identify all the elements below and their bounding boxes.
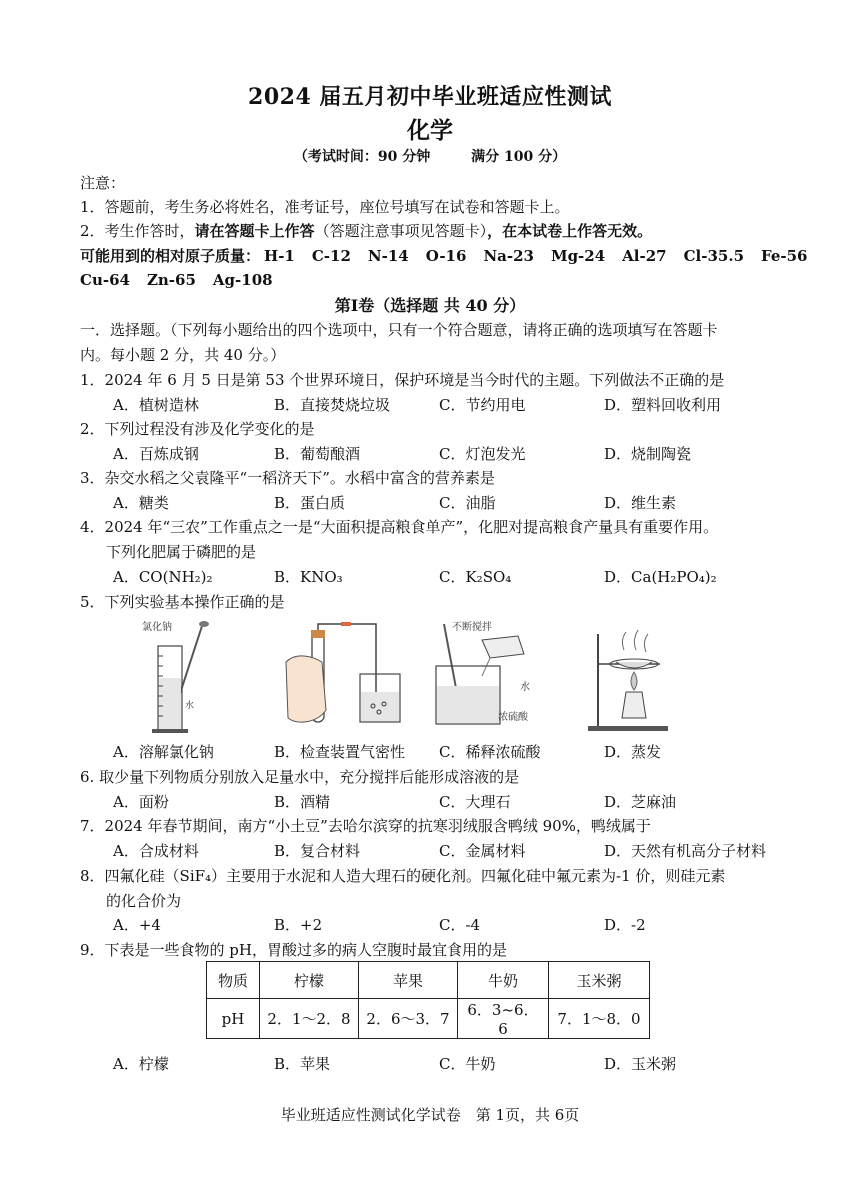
q5-option-a: A．溶解氯化钠 — [113, 743, 214, 761]
q6-option-d: D．芝麻油 — [604, 793, 677, 811]
ph-table-cell: 6．3~6．6 — [458, 999, 549, 1039]
ph-table-header-cell: 牛奶 — [458, 962, 549, 999]
mass-cl: Cl-35.5 — [683, 247, 745, 265]
q7-option-c: C．金属材料 — [439, 842, 526, 860]
q4-option-b: B．KNO₃ — [274, 568, 343, 586]
ph-table-cell: 2．1～2．8 — [260, 999, 359, 1039]
section-1-title: 第Ⅰ卷（选择题 共 40 分） — [334, 296, 526, 315]
mass-c: C-12 — [311, 247, 351, 265]
ph-table — [206, 961, 650, 1039]
note-item-2-c: （答题注意事项见答题卡） — [314, 222, 488, 240]
q8-stem-1: 8．四氟化硅（SiF₄）主要用于水泥和人造大理石的硬化剂。四氟化硅中氟元素为-1 价，则硅元素 — [80, 867, 726, 885]
page-footer: 毕业班适应性测试化学试卷 第 1页，共 6页 — [280, 1106, 580, 1124]
atomic-masses-row-1 — [80, 245, 825, 266]
q6-option-a: A．面粉 — [113, 793, 169, 811]
q5-option-d: D．蒸发 — [604, 743, 662, 761]
q6-option-c: C．大理石 — [439, 793, 511, 811]
section-1-instructions-1: 一．选择题。（下列每小题给出的四个选项中，只有一个符合题意，请将正确的选项填写在答题卡 — [80, 321, 718, 339]
mass-h: H-1 — [264, 247, 295, 265]
notes-label: 注意： — [80, 174, 126, 192]
ph-table-cell: pH — [207, 999, 260, 1039]
q3-option-c: C．油脂 — [439, 494, 496, 512]
masses-label: 可能用到的相对原子质量： — [80, 247, 261, 265]
ph-table-value-row — [207, 999, 650, 1039]
q7-stem: 7．2024 年春节期间，南方“小土豆”去哈尔滨穿的抗寒羽绒服含鸭绒 90%，鸭绒属于 — [80, 817, 651, 835]
section-1-instructions-2: 内。每小题 2 分，共 40 分。） — [80, 346, 286, 364]
q1-option-d: D．塑料回收利用 — [604, 396, 722, 414]
q4-option-d: D．Ca(H₂PO₄)₂ — [604, 568, 717, 586]
q3-option-b: B．蛋白质 — [274, 494, 346, 512]
q4-option-a: A．CO(NH₂)₂ — [113, 568, 213, 586]
note-item-2-b: 请在答题卡上作答 — [194, 222, 315, 240]
q6-option-b: B．酒精 — [274, 793, 331, 811]
q8-option-a: A．+4 — [113, 916, 161, 934]
figure-dilute-acid — [432, 616, 542, 736]
ph-table-header-cell: 物质 — [207, 962, 260, 999]
mass-ag: Ag-108 — [212, 271, 273, 289]
atomic-masses-row-2 — [80, 271, 290, 289]
q5-stem: 5．下列实验基本操作正确的是 — [80, 593, 285, 611]
note-item-2-d: ，在本试卷上作答无效。 — [487, 222, 653, 240]
mass-zn: Zn-65 — [146, 271, 196, 289]
q2-option-a: A．百炼成钢 — [113, 445, 199, 463]
q9-option-d: D．玉米粥 — [604, 1055, 677, 1073]
ph-table-header-cell: 玉米粥 — [549, 962, 650, 999]
q5-option-c: C．稀释浓硫酸 — [439, 743, 541, 761]
exam-info — [0, 146, 860, 166]
q9-option-b: B．苹果 — [274, 1055, 331, 1073]
mass-cu: Cu-64 — [80, 271, 130, 289]
mass-fe: Fe-56 — [761, 247, 808, 265]
fig-label-water-2: 水 — [520, 682, 530, 693]
figure-evaporation — [588, 628, 688, 734]
exam-score: 满分 100 分） — [471, 149, 567, 165]
q2-option-d: D．烧制陶瓷 — [604, 445, 692, 463]
q4-stem-2: 下列化肥属于磷肥的是 — [106, 543, 257, 561]
q2-option-c: C．灯泡发光 — [439, 445, 526, 463]
fig-label-water: 水 — [185, 701, 195, 711]
mass-n: N-14 — [367, 247, 409, 265]
exam-title: 2024 届五月初中毕业班适应性测试 — [248, 84, 612, 110]
mass-al: Al-27 — [622, 247, 667, 265]
exam-time: （考试时间：90 分钟 — [293, 149, 431, 165]
q1-stem: 1．2024 年 6 月 5 日是第 53 个世界环境日，保护环境是当今时代的主题。下列做法不正确的是 — [80, 371, 725, 389]
q2-option-b: B．葡萄酿酒 — [274, 445, 361, 463]
fig-label-acid: 浓硫酸 — [498, 712, 528, 723]
mass-na: Na-23 — [483, 247, 534, 265]
q6-stem: 6. 取少量下列物质分别放入足量水中，充分搅拌后能形成溶液的是 — [80, 768, 520, 786]
q7-option-d: D．天然有机高分子材料 — [604, 842, 767, 860]
q9-option-c: C．牛奶 — [439, 1055, 496, 1073]
q3-option-d: D．维生素 — [604, 494, 677, 512]
figure-dissolve-nacl — [130, 616, 220, 736]
mass-o: O-16 — [425, 247, 467, 265]
q4-stem-1: 4．2024 年“三农”工作重点之一是“大面积提高粮食单产”，化肥对提高粮食产量具有重要作用。 — [80, 518, 719, 536]
fig-label-nacl: 氯化钠 — [142, 622, 172, 633]
q3-option-a: A．糖类 — [113, 494, 169, 512]
note-item-2 — [80, 220, 652, 241]
q7-option-a: A．合成材料 — [113, 842, 199, 860]
q7-option-b: B．复合材料 — [274, 842, 361, 860]
ph-table-cell: 2．6～3．7 — [359, 999, 458, 1039]
note-item-2-a: 2．考生作答时， — [80, 222, 195, 240]
q8-option-b: B．+2 — [274, 916, 323, 934]
q3-stem: 3．杂交水稻之父袁隆平“一稻济天下”。水稻中富含的营养素是 — [80, 469, 495, 487]
q8-option-c: C．-4 — [439, 916, 481, 934]
q1-option-b: B．直接焚烧垃圾 — [274, 396, 391, 414]
note-item-1: 1．答题前，考生务必将姓名，准考证号，座位号填写在试卷和答题卡上。 — [80, 198, 570, 216]
q1-option-a: A．植树造林 — [113, 396, 199, 414]
q9-stem: 9．下表是一些食物的 pH，胃酸过多的病人空腹时最宜食用的是 — [80, 941, 507, 959]
q8-option-d: D．-2 — [604, 916, 646, 934]
q8-stem-2: 的化合价为 — [106, 892, 182, 910]
ph-table-cell: 7．1～8．0 — [549, 999, 650, 1039]
ph-table-header-cell: 苹果 — [359, 962, 458, 999]
ph-table-header-cell: 柠檬 — [260, 962, 359, 999]
figure-airtightness-check — [278, 622, 408, 732]
q4-option-c: C．K₂SO₄ — [439, 568, 512, 586]
q1-option-c: C．节约用电 — [439, 396, 526, 414]
fig-label-stir: 不断搅拌 — [452, 622, 492, 633]
q9-option-a: A．柠檬 — [113, 1055, 169, 1073]
q5-option-b: B．检查装置气密性 — [274, 743, 406, 761]
q2-stem: 2．下列过程没有涉及化学变化的是 — [80, 420, 315, 438]
ph-table-header-row — [207, 962, 650, 999]
mass-mg: Mg-24 — [550, 247, 606, 265]
exam-subject: 化学 — [407, 117, 453, 144]
